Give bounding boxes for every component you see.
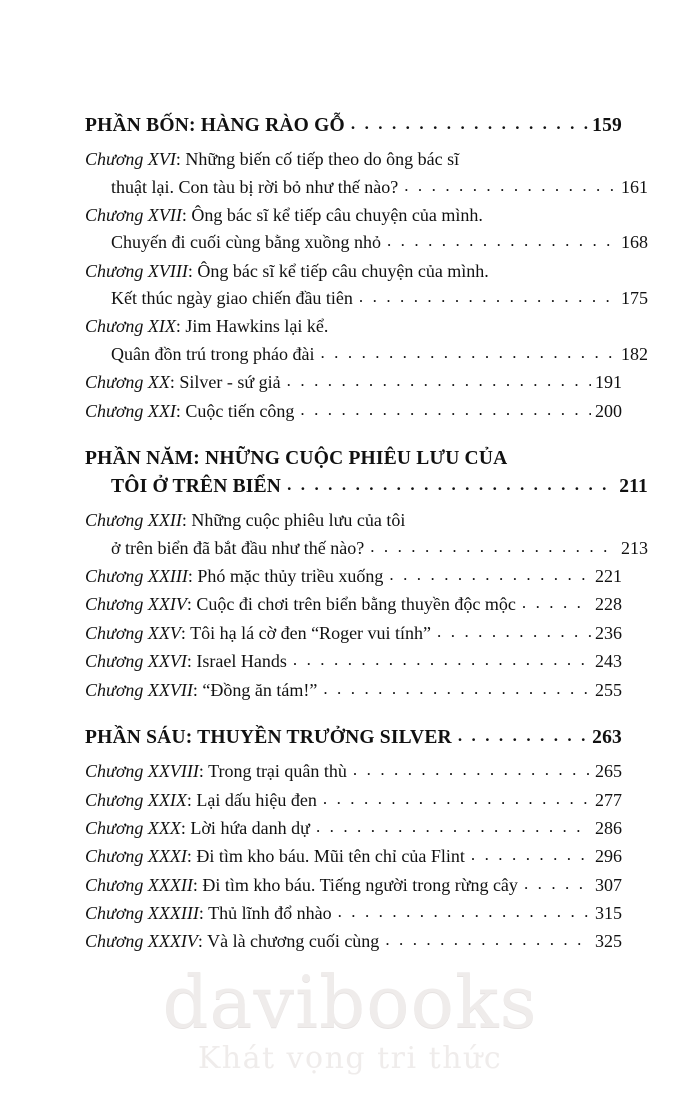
part-title: PHẦN SÁU: THUYỀN TRƯỞNG SILVER xyxy=(85,726,452,748)
toc-entry[interactable] xyxy=(85,677,622,704)
toc-entry[interactable] xyxy=(85,900,622,927)
entry-page-number: 236 xyxy=(595,622,622,643)
leader-dots xyxy=(524,871,591,897)
chapter-title-line1: : Cuộc đi chơi trên biển bằng thuyền độc mộc xyxy=(186,594,516,615)
chapter-title-line2: thuật lại. Con tàu bị rời bỏ như thế nào? xyxy=(111,176,399,197)
watermark xyxy=(0,960,700,1076)
part-heading xyxy=(85,112,622,140)
chapter-title-line1: : Thủ lĩnh đổ nhào xyxy=(198,902,332,923)
leader-dots xyxy=(389,562,591,588)
part-page-number: 211 xyxy=(619,476,648,498)
entry-page-number: 243 xyxy=(595,651,622,672)
table-of-contents xyxy=(85,112,648,956)
chapter-title-line1: : Trong trại quân thù xyxy=(198,761,347,782)
chapter-label: Chương XXI xyxy=(85,400,176,421)
leader-dots xyxy=(293,647,591,673)
entry-page-number: 228 xyxy=(595,594,622,615)
part-page-number: 159 xyxy=(592,115,622,136)
entry-page-number: 175 xyxy=(621,288,648,309)
leader-dots xyxy=(437,619,591,645)
entry-page-number: 182 xyxy=(621,343,648,364)
chapter-label: Chương XXIV xyxy=(85,594,187,615)
toc-entry[interactable] xyxy=(85,507,648,562)
chapter-title-line2: Kết thúc ngày giao chiến đầu tiên xyxy=(111,288,353,309)
chapter-title-line1: : Phó mặc thủy triều xuống xyxy=(187,566,384,587)
part-heading xyxy=(85,445,648,502)
chapter-title-line1: : Tôi hạ lá cờ đen “Roger vui tính” xyxy=(180,622,432,643)
chapter-title-line1: : Israel Hands xyxy=(186,651,287,672)
leader-dots xyxy=(316,814,591,840)
chapter-title-line1: : “Đồng ăn tám!” xyxy=(192,679,318,700)
chapter-label: Chương XVII xyxy=(85,204,182,225)
entry-page-number: 191 xyxy=(595,372,622,393)
toc-entry[interactable] xyxy=(85,648,622,675)
toc-entry[interactable] xyxy=(85,872,622,899)
entry-page-number: 286 xyxy=(595,817,622,838)
toc-entry[interactable] xyxy=(85,563,622,590)
chapter-title-line1: : Đi tìm kho báu. Tiếng người trong rừng cây xyxy=(192,874,518,895)
leader-dots xyxy=(323,786,591,812)
chapter-title-line1: : Ông bác sĩ kể tiếp câu chuyện của mình. xyxy=(181,204,483,225)
chapter-title-line1: : Những biến cố tiếp theo do ông bác sĩ xyxy=(175,149,460,170)
toc-entry[interactable] xyxy=(85,928,622,955)
chapter-title-line2: Chuyến đi cuối cùng bằng xuồng nhỏ xyxy=(111,232,381,253)
chapter-label: Chương XXIII xyxy=(85,566,188,587)
toc-entry[interactable] xyxy=(85,591,622,618)
toc-entry[interactable] xyxy=(85,758,622,785)
entry-page-number: 265 xyxy=(595,761,622,782)
leader-dots xyxy=(385,927,591,953)
toc-entry[interactable] xyxy=(85,313,648,368)
leader-dots xyxy=(287,368,591,394)
chapter-label: Chương XX xyxy=(85,372,170,393)
chapter-label: Chương XXXI xyxy=(85,846,187,867)
leader-dots xyxy=(338,899,591,925)
chapter-title-line1: : Những cuộc phiêu lưu của tôi xyxy=(181,510,406,531)
chapter-label: Chương XXXIV xyxy=(85,931,198,952)
leader-dots xyxy=(351,112,588,137)
entry-page-number: 168 xyxy=(621,232,648,253)
leader-dots xyxy=(404,173,617,199)
chapter-title-line1: : Và là chương cuối cùng xyxy=(197,931,380,952)
leader-dots xyxy=(287,473,615,498)
leader-dots xyxy=(387,228,617,254)
entry-page-number: 325 xyxy=(595,931,622,952)
entry-page-number: 161 xyxy=(621,176,648,197)
watermark-brand: davibooks xyxy=(162,960,538,1044)
chapter-title-line1: : Jim Hawkins lại kể. xyxy=(175,316,329,337)
chapter-title-line1: : Đi tìm kho báu. Mũi tên chỉ của Flint xyxy=(186,846,465,867)
chapter-title-line1: : Cuộc tiến công xyxy=(175,400,295,421)
chapter-label: Chương XVI xyxy=(85,149,176,170)
chapter-label: Chương XXX xyxy=(85,817,181,838)
chapter-label: Chương XXV xyxy=(85,622,181,643)
chapter-title-line1: : Lời hứa danh dự xyxy=(180,817,310,838)
chapter-title-line2: Quân đồn trú trong pháo đài xyxy=(111,343,315,364)
chapter-title-line1: : Ông bác sĩ kể tiếp câu chuyện của mình. xyxy=(187,260,489,281)
chapter-label: Chương XXII xyxy=(85,510,182,531)
toc-entry[interactable] xyxy=(85,398,622,425)
leader-dots xyxy=(370,534,617,560)
chapter-label: Chương XXIX xyxy=(85,789,187,810)
toc-entry[interactable] xyxy=(85,258,648,313)
chapter-label: Chương XXVIII xyxy=(85,761,199,782)
chapter-title-line2: ở trên biển đã bắt đầu như thế nào? xyxy=(111,537,365,558)
part-heading xyxy=(85,724,622,752)
chapter-title-line1: : Silver - sứ giả xyxy=(169,372,281,393)
toc-part-four xyxy=(85,112,648,425)
chapter-label: Chương XIX xyxy=(85,316,176,337)
toc-part-five xyxy=(85,445,648,704)
entry-page-number: 213 xyxy=(621,537,648,558)
chapter-title-line1: : Lại dấu hiệu đen xyxy=(186,789,317,810)
watermark-tagline: Khát vọng tri thức xyxy=(197,1041,503,1076)
toc-entry[interactable] xyxy=(85,843,622,870)
toc-part-six xyxy=(85,724,622,956)
part-page-number: 263 xyxy=(592,726,622,748)
chapter-label: Chương XVIII xyxy=(85,260,188,281)
toc-entry[interactable] xyxy=(85,787,622,814)
chapter-label: Chương XXXIII xyxy=(85,902,199,923)
entry-page-number: 277 xyxy=(595,789,622,810)
toc-entry[interactable] xyxy=(85,369,622,396)
chapter-label: Chương XXVI xyxy=(85,651,187,672)
leader-dots xyxy=(320,340,617,366)
part-title: PHẦN BỐN: HÀNG RÀO GỖ xyxy=(85,115,345,136)
leader-dots xyxy=(359,284,617,310)
leader-dots xyxy=(458,724,588,749)
toc-entry[interactable] xyxy=(85,146,648,201)
entry-page-number: 307 xyxy=(595,874,622,895)
leader-dots xyxy=(300,397,591,423)
leader-dots xyxy=(323,676,591,702)
chapter-label: Chương XXXII xyxy=(85,874,193,895)
entry-page-number: 200 xyxy=(595,400,622,421)
entry-page-number: 255 xyxy=(595,679,622,700)
part-title-line2: TÔI Ở TRÊN BIỂN xyxy=(111,476,282,498)
entry-page-number: 221 xyxy=(595,566,622,587)
toc-entry[interactable] xyxy=(85,620,622,647)
part-title: PHẦN NĂM: NHỮNG CUỘC PHIÊU LƯU CỦA xyxy=(85,447,508,469)
chapter-label: Chương XXVII xyxy=(85,679,193,700)
toc-entry[interactable] xyxy=(85,815,622,842)
entry-page-number: 296 xyxy=(595,846,622,867)
leader-dots xyxy=(471,842,591,868)
leader-dots xyxy=(353,757,591,783)
entry-page-number: 315 xyxy=(595,902,622,923)
leader-dots xyxy=(522,590,591,616)
toc-entry[interactable] xyxy=(85,202,648,257)
